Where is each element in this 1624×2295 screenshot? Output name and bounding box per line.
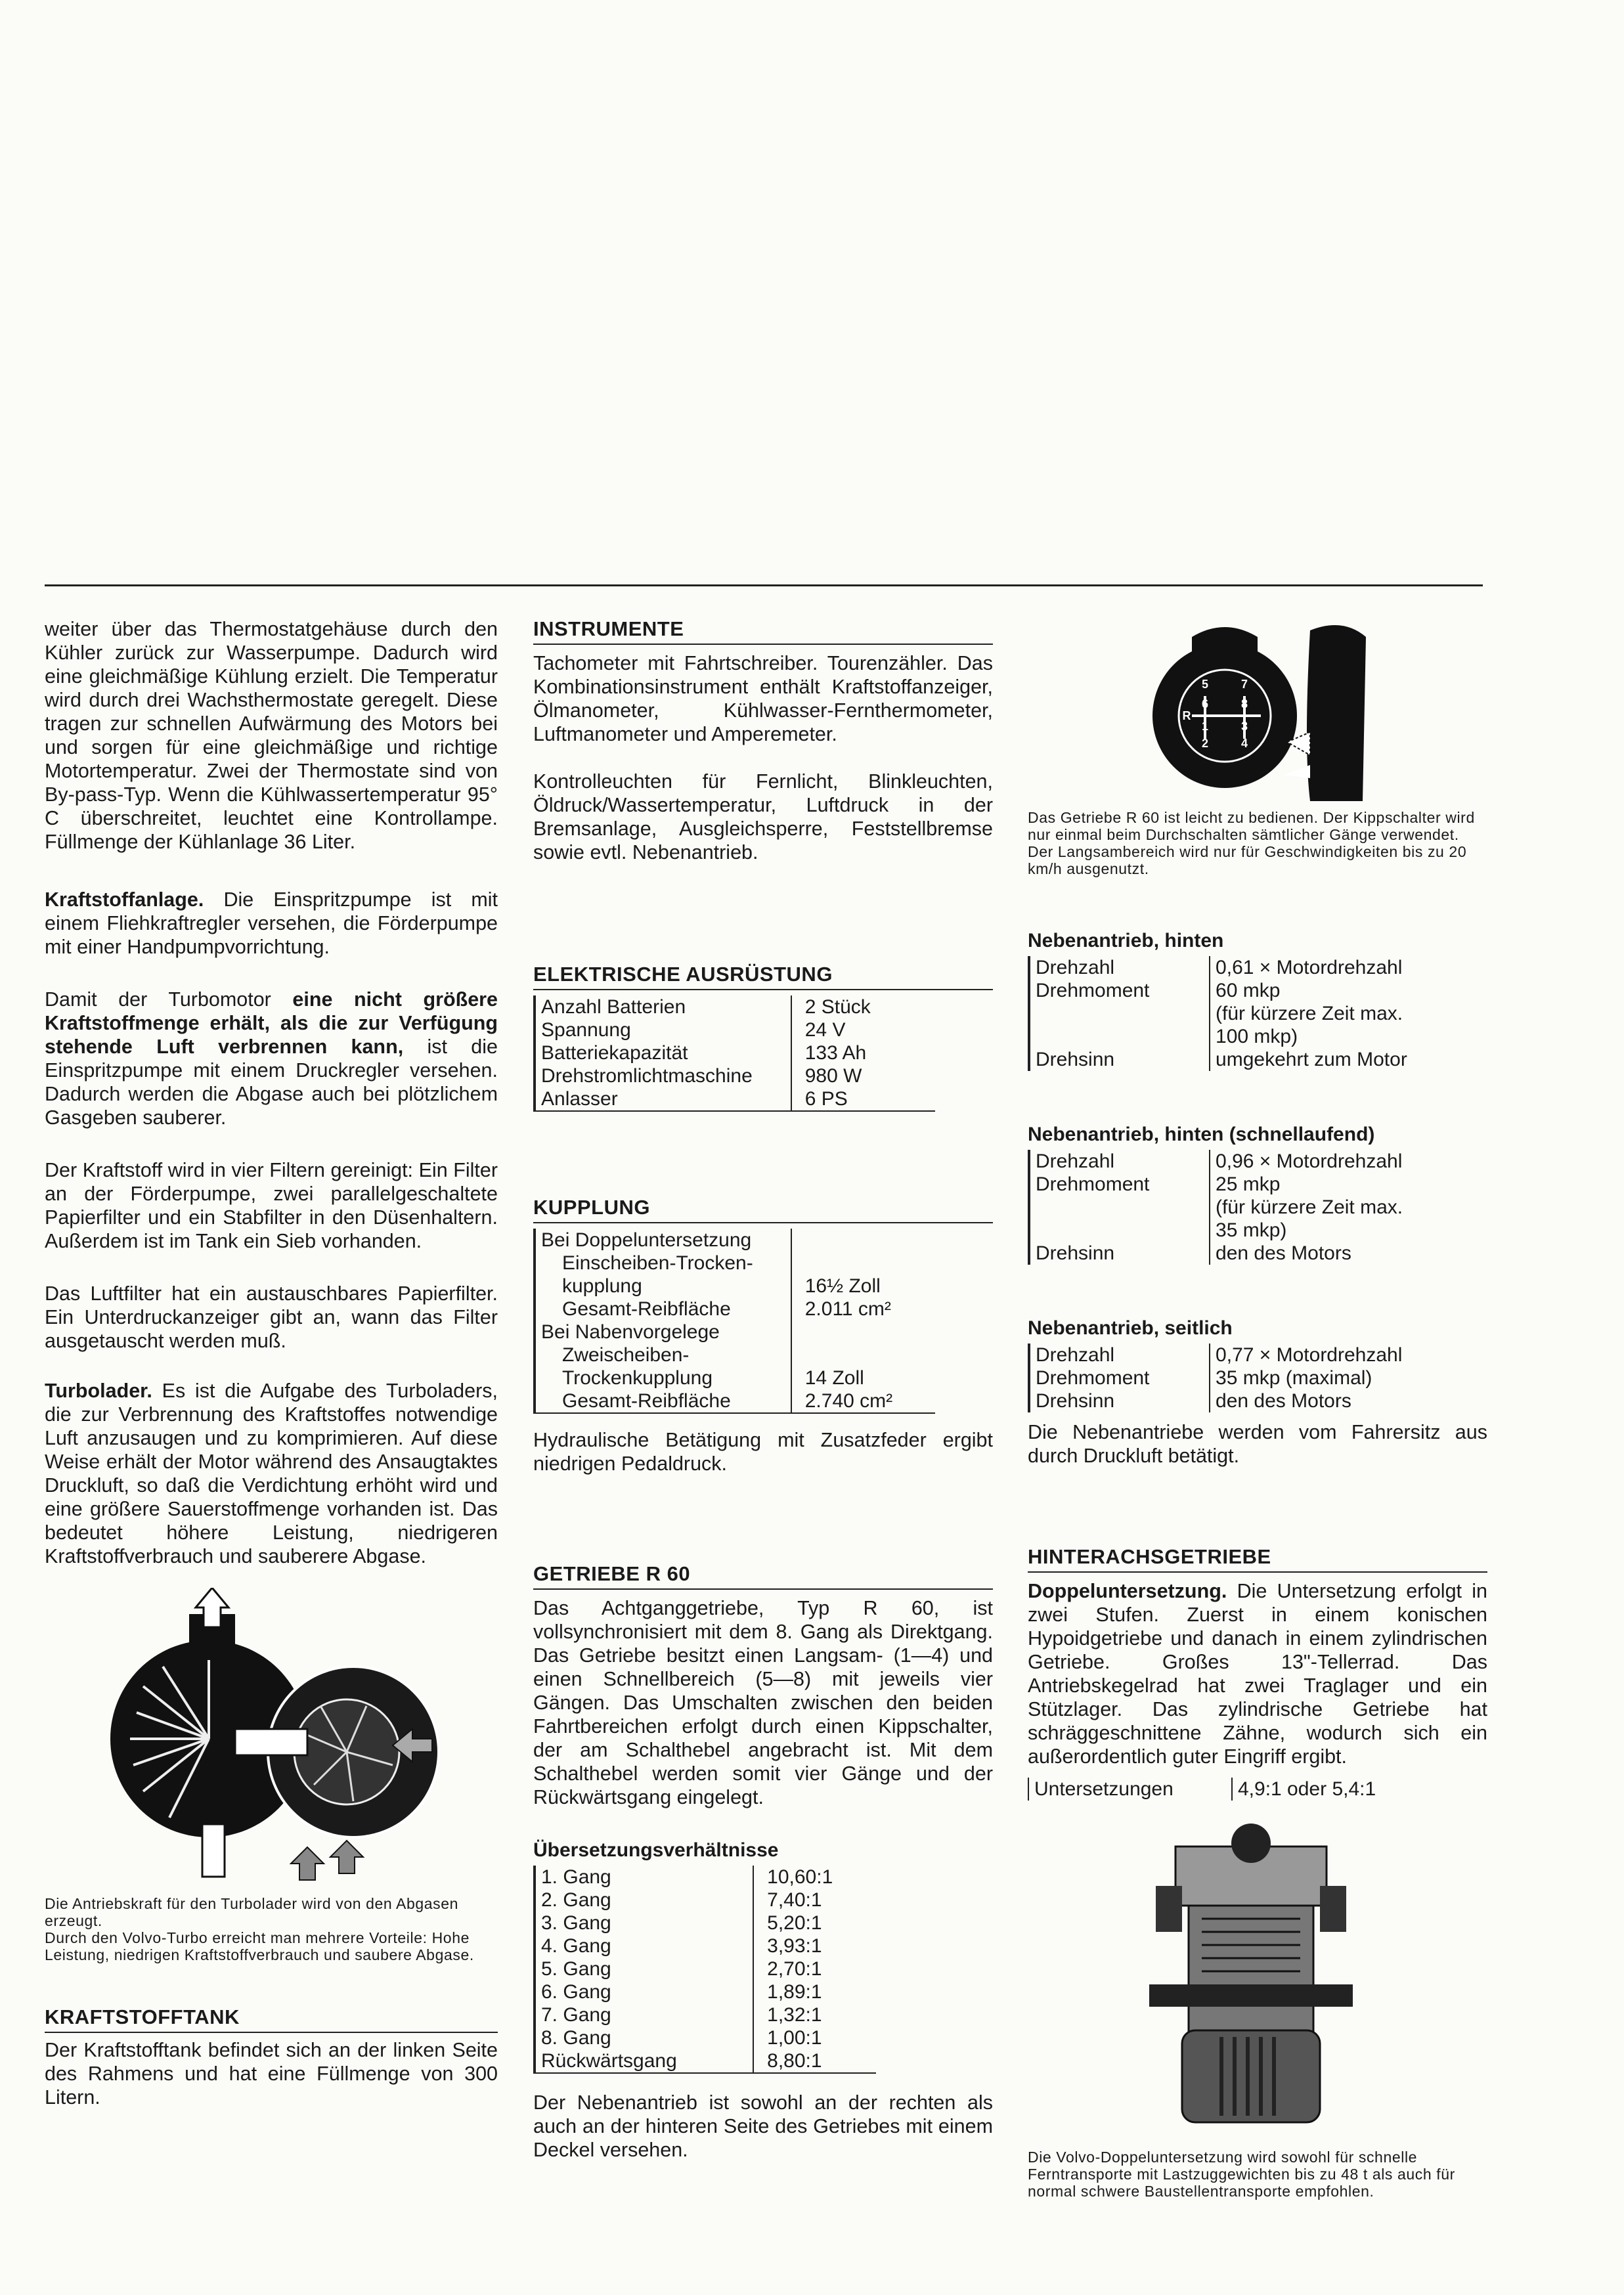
cooling-paragraph: weiter über das Thermostatgehäuse durch den Kühler zurück zur Wasserpumpe. Dadurch wird eine gleichmäßige Kühlung erzielt. Die Temperatur wird durch drei Wachsthermostate geregelt. Diese tragen zur schnellen Aufwärmung des Motors bei und sorgen für eine gleichmäßige und richtige Motortemperatur. Zwei der Thermostate sind von By-pass-Typ. Wenn die Kühlwassertemperatur 95° C überschreitet, leuchtet eine Kontrollampe. Füllmenge der Kühlanlage 36 Liter.: [45, 618, 498, 853]
shift-caption: Das Getriebe R 60 ist leicht zu bedienen. Der Kippschalter wird nur einmal beim Durchschalten sämtlicher Gänge verwendet. Der Langsambereich wird nur für Geschwindigkeiten bis zu 20 km/h ausgenutzt.: [1028, 809, 1475, 877]
tank-paragraph: Der Kraftstofftank befindet sich an der linken Seite des Rahmens und hat eine Füllmenge von 300 Litern.: [45, 2039, 498, 2109]
pto-side-heading: Nebenantrieb, seitlich: [1028, 1317, 1233, 1339]
rear-axle-text: Die Untersetzung erfolgt in zwei Stufen. Zuerst in einem konischen Hypoidgetriebe und danach in einem zylindrischen Getriebe. Großes 13"-Tellerrad. Das Antriebskegelrad hat zwei Traglager und ein Stützlager. Das zylindrische Getriebe hat schräggeschnittene Zähne, wodurch sich ein außerordentlich guter Eingriff ergibt.: [1028, 1580, 1487, 1768]
clutch-row: [535, 1321, 935, 1344]
electrical-row-value: 6 PS: [791, 1087, 935, 1110]
clutch-heading: KUPPLUNG: [533, 1196, 993, 1223]
pto-rear-fast-row-value: 0,96 × Motordrehzahl: [1210, 1150, 1430, 1173]
electrical-row-label: Batteriekapazität: [535, 1041, 791, 1064]
pto-rear-heading: Nebenantrieb, hinten: [1028, 930, 1224, 951]
reduction-label: Untersetzungen: [1028, 1778, 1232, 1801]
gear-row-label: 4. Gang: [535, 1934, 753, 1957]
instruments-paragraph-1: Tachometer mit Fahrtschreiber. Tourenzähler. Das Kombinationsinstrument enthält Kraftstoffanzeiger, Ölmanometer, Kühlwasser-Fernthermometer, Luftmanometer und Amperemeter.: [533, 652, 993, 745]
clutch-row-label: Einscheiben-Trocken-: [535, 1252, 791, 1275]
clutch-row-value: 14 Zoll: [791, 1366, 935, 1389]
shift-pattern-label: R: [1182, 709, 1191, 722]
electrical-row: [535, 1041, 935, 1064]
gear-row-label: 1. Gang: [535, 1866, 753, 1889]
pto-rear-row-value: 0,61 × Motordrehzahl: [1210, 956, 1430, 979]
column-left: [45, 617, 498, 2109]
gear-row-label: 3. Gang: [535, 1912, 753, 1934]
clutch-row-label: Bei Nabenvorgelege: [535, 1321, 791, 1344]
gear-row: [535, 2003, 876, 2026]
ratios-heading: Übersetzungsverhältnisse: [533, 1839, 779, 1861]
electrical-row: [535, 1018, 935, 1041]
turbo-caption-2: Durch den Volvo-Turbo erreicht man mehrere Vorteile: Hohe Leistung, niedrigen Kraftstoffverbrauch und saubere Abgase.: [45, 1929, 474, 1963]
electrical-heading: ELEKTRISCHE AUSRÜSTUNG: [533, 963, 993, 990]
gear-row-value: 7,40:1: [753, 1889, 876, 1912]
pto-rear-fast-row-value: 25 mkp: [1210, 1173, 1430, 1196]
gear-row-value: 8,80:1: [753, 2049, 876, 2072]
gearbox-paragraph: Das Achtganggetriebe, Typ R 60, ist vollsynchronisiert mit dem 8. Gang als Direktgang. Das Getriebe besitzt einen Langsam- (1—4) und einen Schnellbereich (5—8) mit jeweils vier Gängen. Das Umschalten zwischen den beiden Fahrtbereichen erfolgt durch einen Kippschalter, der am Schalthebel angebracht ist. Mit dem Schalthebel werden somit vier Gänge und der Rückwärtsgang eingelegt.: [533, 1597, 993, 1808]
pto-side-row: [1030, 1389, 1430, 1412]
pto-rear-fast-row: [1030, 1150, 1430, 1173]
turbo-text-a: Damit der Turbomotor: [45, 988, 293, 1011]
electrical-row-value: 980 W: [791, 1064, 935, 1087]
turbocharger-illustration: [104, 1588, 498, 1883]
gear-row-value: 3,93:1: [753, 1934, 876, 1957]
pto-rear-row-value: 60 mkp: [1210, 979, 1430, 1002]
shift-pattern-label: 2: [1201, 737, 1209, 750]
gear-row-value: 1,32:1: [753, 2003, 876, 2026]
gear-row-label: 7. Gang: [535, 2003, 753, 2026]
fuel-filter-paragraph: Der Kraftstoff wird in vier Filtern gereinigt: Ein Filter an der Förderpumpe, zwei parallelgeschaltete Papierfilter und ein Stabfilter in den Düsenhaltern. Außerdem ist im Tank ein Sieb vorhanden.: [45, 1159, 498, 1252]
gear-row: [535, 1912, 876, 1934]
gear-row: [535, 1957, 876, 1980]
pto-rear-table: [1028, 956, 1430, 1071]
axle-caption: Die Volvo-Doppeluntersetzung wird sowohl für schnelle Ferntransporte mit Lastzuggewichten bis zu 48 t als auch für normal schwere Baustellentransporte empfohlen.: [1028, 2149, 1455, 2200]
gear-row: [535, 1889, 876, 1912]
gearbox-heading: GETRIEBE R 60: [533, 1562, 993, 1590]
shift-pattern-label: 6: [1201, 697, 1209, 710]
clutch-row-value: [791, 1321, 935, 1344]
gear-row-label: 8. Gang: [535, 2026, 753, 2049]
pto-side-row: [1030, 1344, 1430, 1366]
pto-rear-row-value: (für kürzere Zeit max.: [1210, 1002, 1430, 1025]
pto-side-row-value: 0,77 × Motordrehzahl: [1210, 1344, 1430, 1366]
pto-rear-fast-heading: Nebenantrieb, hinten (schnellaufend): [1028, 1124, 1375, 1145]
electrical-row-label: Anzahl Batterien: [535, 995, 791, 1018]
pto-rear-fast-row-value: den des Motors: [1210, 1242, 1430, 1265]
clutch-row-label: Gesamt-Reibfläche: [535, 1389, 791, 1412]
shift-knob-illustration: [1146, 617, 1487, 801]
pto-rear-row-label: [1030, 1025, 1210, 1048]
rear-axle-paragraph: [1028, 1579, 1487, 1768]
turbo-caption-1: Die Antriebskraft für den Turbolader wird von den Abgasen erzeugt.: [45, 1895, 458, 1929]
clutch-row: [535, 1229, 935, 1252]
instruments-heading: INSTRUMENTE: [533, 617, 993, 645]
clutch-row-value: [791, 1229, 935, 1252]
rear-axle-heading: HINTERACHSGETRIEBE: [1028, 1545, 1487, 1573]
gear-row: [535, 2049, 876, 2072]
reduction-value: 4,9:1 oder 5,4:1: [1232, 1778, 1376, 1801]
pto-side-row: [1030, 1366, 1430, 1389]
gear-row-label: 2. Gang: [535, 1889, 753, 1912]
clutch-row-label: Zweischeiben-: [535, 1344, 791, 1366]
top-rule: [45, 584, 1483, 586]
shift-pattern-label: 5: [1201, 678, 1209, 691]
pto-rear-fast-row: [1030, 1196, 1430, 1219]
pto-rear-fast-row: [1030, 1219, 1430, 1242]
pto-rear-row: [1030, 1025, 1430, 1048]
gear-row: [535, 1934, 876, 1957]
gear-row-value: 10,60:1: [753, 1866, 876, 1889]
pto-rear-row-label: Drehzahl: [1030, 956, 1210, 979]
pto-paragraph: Der Nebenantrieb ist sowohl an der rechten als auch an der hinteren Seite des Getriebes mit einem Deckel versehen.: [533, 2091, 993, 2161]
electrical-row: [535, 1064, 935, 1087]
pto-rear-fast-row-label: Drehmoment: [1030, 1173, 1210, 1196]
clutch-row-label: Bei Doppeluntersetzung: [535, 1229, 791, 1252]
turbocharger-text: Es ist die Aufgabe des Turboladers, die zur Verbrennung des Kraftstoffes notwendige Luft anzusaugen und zu komprimieren. Auf diese Weise erhält der Motor während des Ansaugtaktes Druckluft, so daß die Verdichtung erhöht wird und eine größere Sauerstoffmenge vorhanden ist. Das bedeutet höhere Leistung, niedrigeren Kraftstoffverbrauch und sauberere Abgase.: [45, 1380, 498, 1567]
clutch-table: [533, 1229, 935, 1414]
pto-side-row-value: 35 mkp (maximal): [1210, 1366, 1430, 1389]
pto-rear-row: [1030, 1002, 1430, 1025]
clutch-row-value: 2.011 cm²: [791, 1298, 935, 1321]
clutch-row-value: 16½ Zoll: [791, 1275, 935, 1298]
turbo-text-b: ist die Einspritzpumpe mit einem Druckregler versehen. Dadurch werden die Abgase auch bei plötzlichem Gasgeben sauberer.: [45, 1036, 498, 1129]
clutch-row: [535, 1298, 935, 1321]
gear-row: [535, 1980, 876, 2003]
turbocharger-lead: Turbolader.: [45, 1380, 152, 1402]
electrical-row-value: 133 Ah: [791, 1041, 935, 1064]
pto-side-table: [1028, 1344, 1430, 1412]
air-filter-paragraph: Das Luftfilter hat ein austauschbares Papierfilter. Ein Unterdruckanzeiger gibt an, wann das Filter ausgetauscht werden muß.: [45, 1282, 498, 1352]
shift-pattern-label: 7: [1240, 678, 1248, 691]
pto-rear-fast-row-label: Drehsinn: [1030, 1242, 1210, 1265]
instruments-paragraph-2: Kontrolleuchten für Fernlicht, Blinkleuchten, Öldruck/Wassertemperatur, Luftdruck in der Bremsanlage, Ausgleichsperre, Feststellbremse sowie evtl. Nebenantrieb.: [533, 770, 993, 863]
shift-pattern-label: 8: [1240, 697, 1248, 710]
pto-rear-row: [1030, 979, 1430, 1002]
electrical-row: [535, 1087, 935, 1110]
pto-side-row-label: Drehsinn: [1030, 1389, 1210, 1412]
clutch-row: [535, 1252, 935, 1275]
clutch-row: [535, 1366, 935, 1389]
electrical-table: [533, 995, 935, 1112]
clutch-row-label: Gesamt-Reibfläche: [535, 1298, 791, 1321]
gear-row-value: 2,70:1: [753, 1957, 876, 1980]
gear-row-value: 1,89:1: [753, 1980, 876, 2003]
clutch-row-value: [791, 1252, 935, 1275]
shift-pattern-label: 4: [1240, 737, 1248, 750]
pto-side-paragraph: Die Nebenantriebe werden vom Fahrersitz aus durch Druckluft betätigt.: [1028, 1421, 1487, 1467]
pto-rear-row-label: [1030, 1002, 1210, 1025]
pto-rear-row-label: Drehsinn: [1030, 1048, 1210, 1071]
pto-rear-fast-row: [1030, 1242, 1430, 1265]
electrical-row-value: 2 Stück: [791, 995, 935, 1018]
tank-heading: KRAFTSTOFFTANK: [45, 2005, 498, 2033]
electrical-row: [535, 995, 935, 1018]
shift-pattern-label: 3: [1240, 720, 1248, 733]
rear-axle-illustration: [1149, 1820, 1487, 2129]
clutch-row-value: [791, 1344, 935, 1366]
pto-rear-row-value: 100 mkp): [1210, 1025, 1430, 1048]
pto-rear-row-value: umgekehrt zum Motor: [1210, 1048, 1430, 1071]
electrical-row-value: 24 V: [791, 1018, 935, 1041]
gear-row: [535, 1866, 876, 1889]
fuel-system-text: Die Einspritzpumpe ist mit einem Fliehkraftregler versehen, die Förderpumpe mit einer Handpumpvorrichtung.: [45, 888, 498, 958]
fuel-system-paragraph: [45, 888, 498, 959]
pto-rear-fast-row: [1030, 1173, 1430, 1196]
reduction-table: [1028, 1778, 1376, 1801]
pto-rear-fast-table: [1028, 1150, 1430, 1265]
pto-rear-fast-row-label: [1030, 1196, 1210, 1219]
turbocharger-paragraph: [45, 1379, 498, 1568]
column-right: [1028, 617, 1487, 2200]
shift-pattern-label: 1: [1201, 720, 1209, 733]
pto-rear-fast-row-value: (für kürzere Zeit max.: [1210, 1196, 1430, 1219]
gear-row-value: 1,00:1: [753, 2026, 876, 2049]
fuel-system-lead: Kraftstoffanlage.: [45, 888, 204, 911]
pto-rear-fast-row-value: 35 mkp): [1210, 1219, 1430, 1242]
rear-axle-lead: Doppeluntersetzung.: [1028, 1580, 1227, 1602]
pto-rear-fast-row-label: Drehzahl: [1030, 1150, 1210, 1173]
clutch-row: [535, 1275, 935, 1298]
pto-side-row-label: Drehmoment: [1030, 1366, 1210, 1389]
pto-rear-row-label: Drehmoment: [1030, 979, 1210, 1002]
gear-row-label: 5. Gang: [535, 1957, 753, 1980]
clutch-row-value: 2.740 cm²: [791, 1389, 935, 1412]
turbo-engine-paragraph: [45, 988, 498, 1129]
column-middle: [533, 617, 993, 2162]
pto-rear-fast-row-label: [1030, 1219, 1210, 1242]
pto-rear-row: [1030, 1048, 1430, 1071]
clutch-row: [535, 1389, 935, 1412]
pto-side-row-label: Drehzahl: [1030, 1344, 1210, 1366]
pto-side-row-value: den des Motors: [1210, 1389, 1430, 1412]
clutch-row-label: Trockenkupplung: [535, 1366, 791, 1389]
clutch-row: [535, 1344, 935, 1366]
clutch-paragraph: Hydraulische Betätigung mit Zusatzfeder ergibt niedrigen Pedaldruck.: [533, 1429, 993, 1475]
electrical-row-label: Drehstromlichtmaschine: [535, 1064, 791, 1087]
gear-row-value: 5,20:1: [753, 1912, 876, 1934]
gear-row: [535, 2026, 876, 2049]
gear-row-label: Rückwärtsgang: [535, 2049, 753, 2072]
gear-ratio-table: [533, 1866, 876, 2074]
electrical-row-label: Spannung: [535, 1018, 791, 1041]
gear-row-label: 6. Gang: [535, 1980, 753, 2003]
clutch-row-label: kupplung: [535, 1275, 791, 1298]
turbo-text-bold: eine nicht größere Kraftstoffmenge erhält, als die zur Verfügung stehende Luft verbrennen kann,: [45, 988, 498, 1058]
pto-rear-row: [1030, 956, 1430, 979]
electrical-row-label: Anlasser: [535, 1087, 791, 1110]
